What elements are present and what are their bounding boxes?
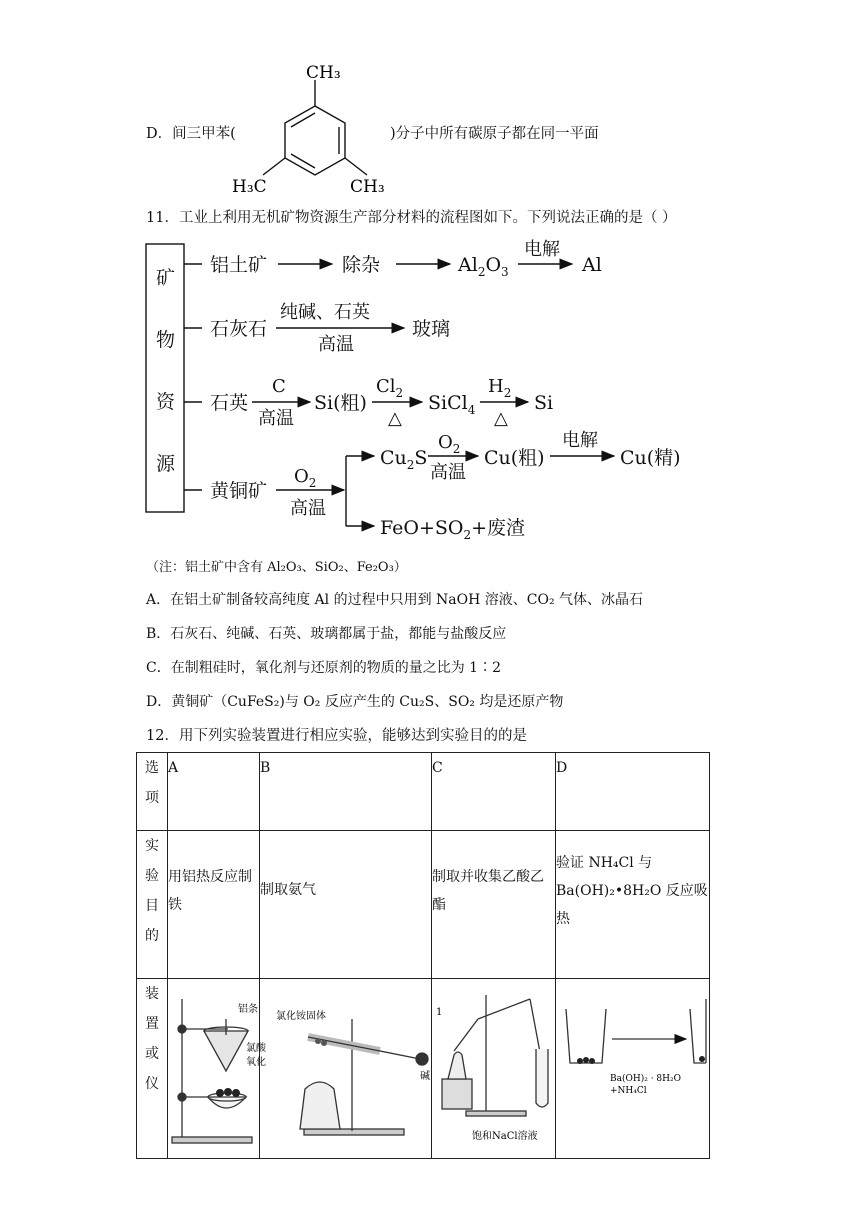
apparatus-d: [556, 979, 710, 1159]
q12-stem: 12．用下列实验装置进行相应实验，能够达到实验目的的是: [146, 728, 527, 744]
purpose-b: 制取氨气: [260, 831, 432, 979]
row4-feo: $FeO+SO_2+$废渣: [380, 517, 526, 542]
row4-cu2s: $Cu_2S$: [380, 447, 428, 472]
side-char-1: 矿: [156, 267, 176, 289]
q11-option-a: A．在铝土矿制备较高纯度 Al 的过程中只用到 NaOH 溶液、CO₂ 气体、冰晶石: [146, 592, 644, 608]
col-d-header: D: [556, 753, 710, 831]
apparatus-a: [168, 979, 266, 1159]
col-c-header: C: [432, 753, 556, 831]
header-option: 选 项: [137, 753, 168, 831]
row4-cu-crude: Cu(粗): [484, 447, 545, 469]
q11-option-d: D．黄铜矿（CuFeS₂)与 O₂ 反应产生的 Cu₂S、SO₂ 均是还原产物: [146, 694, 564, 710]
side-char-4: 源: [156, 453, 176, 475]
apparatus-c: [432, 979, 556, 1159]
row4-start: 黄铜矿: [210, 480, 268, 502]
row3-si-crude: Si(粗): [314, 392, 367, 414]
row4-cu-fine: Cu(精): [620, 447, 681, 469]
label-one: 1: [436, 1007, 443, 1018]
ch3-top: CH₃: [306, 63, 341, 83]
experiment-table: [136, 752, 710, 1159]
row1-start: 铝土矿: [210, 254, 268, 276]
row1-mid: 除杂: [342, 254, 381, 276]
side-char-3: 资: [156, 391, 176, 413]
col-a-header: A: [168, 753, 260, 831]
label-base: 碱: [420, 1071, 430, 1082]
endothermic-apparatus: [556, 979, 709, 1147]
row3-delta1: △: [388, 408, 402, 429]
row3-cl2: $Cl_2$: [376, 376, 404, 400]
row4-gaowen2: 高温: [430, 462, 466, 483]
label-nh4cl: +NH₄Cl: [610, 1086, 647, 1096]
thermite-apparatus: [168, 979, 266, 1147]
row4-o2: $O_2$: [294, 466, 317, 490]
row1-end: Al: [582, 254, 602, 276]
row2-end: 玻璃: [412, 318, 451, 340]
row3-gaowen: 高温: [258, 408, 294, 429]
purpose-d: 验证 NH₄Cl 与 Ba(OH)₂•8H₂O 反应吸热: [556, 831, 710, 979]
mesitylene-structure: [230, 58, 400, 203]
row3-c: C: [272, 376, 286, 397]
row4-waste: +废渣: [471, 517, 526, 539]
label-nh4cl-solid: 氯化铵固体: [276, 1011, 326, 1022]
header-apparatus: 装 置 或 仪: [137, 979, 168, 1159]
row2-above: 纯碱、石英: [280, 302, 370, 323]
row3-start: 石英: [210, 392, 249, 414]
apparatus-b: [260, 979, 432, 1159]
row1-al2o3: $Al_2O_3$: [458, 254, 509, 279]
option-d-suffix: )分子中所有碳原子都在同一平面: [390, 126, 599, 142]
row4-elec: 电解: [562, 430, 598, 451]
ch3-right: CH₃: [350, 177, 385, 197]
row4-o2b: $O_2$: [438, 432, 461, 456]
row1-arrow-label: 电解: [524, 239, 560, 260]
label-oxide: 氧化: [246, 1057, 266, 1068]
q11-option-b: B．石灰石、纯碱、石英、玻璃都属于盐，都能与盐酸反应: [146, 626, 507, 642]
col-b-header: B: [260, 753, 432, 831]
purpose-a: 用铝热反应制铁: [168, 831, 260, 979]
ammonia-apparatus: [260, 979, 431, 1147]
row2-start: 石灰石: [210, 318, 268, 340]
q11-note: （注：铝土矿中含有 Al₂O₃、SiO₂、Fe₂O₃）: [146, 560, 407, 575]
header-purpose: 实 验 目 的: [137, 831, 168, 979]
q11-option-c: C．在制粗硅时，氧化剂与还原剂的物质的量之比为 1∶2: [146, 660, 501, 676]
row2-below: 高温: [318, 334, 354, 355]
row3-end: Si: [534, 392, 554, 414]
purpose-c: 制取并收集乙酸乙酯: [432, 831, 556, 979]
h3c-left: H₃C: [232, 177, 267, 197]
row3-h2: $H_2$: [488, 376, 512, 400]
label-baoh2: Ba(OH)₂ · 8H₂O: [610, 1074, 681, 1084]
row4-gaowen: 高温: [290, 498, 326, 519]
option-d-prefix: D．间三甲苯(: [146, 126, 236, 142]
side-char-2: 物: [156, 329, 176, 351]
mineral-flowchart: [140, 236, 700, 546]
label-nacl: 饱和NaCl溶液: [472, 1131, 538, 1142]
row3-sicl4: SiCl$_4$: [428, 392, 476, 417]
row3-delta2: △: [494, 408, 508, 429]
label-chlorate: 氯酸: [246, 1043, 266, 1054]
label-al-strip: 铝条: [238, 1004, 258, 1015]
q11-stem: 11．工业上利用无机矿物资源生产部分材料的流程图如下。下列说法正确的是（ ）: [146, 210, 677, 226]
ester-apparatus: [432, 979, 555, 1147]
